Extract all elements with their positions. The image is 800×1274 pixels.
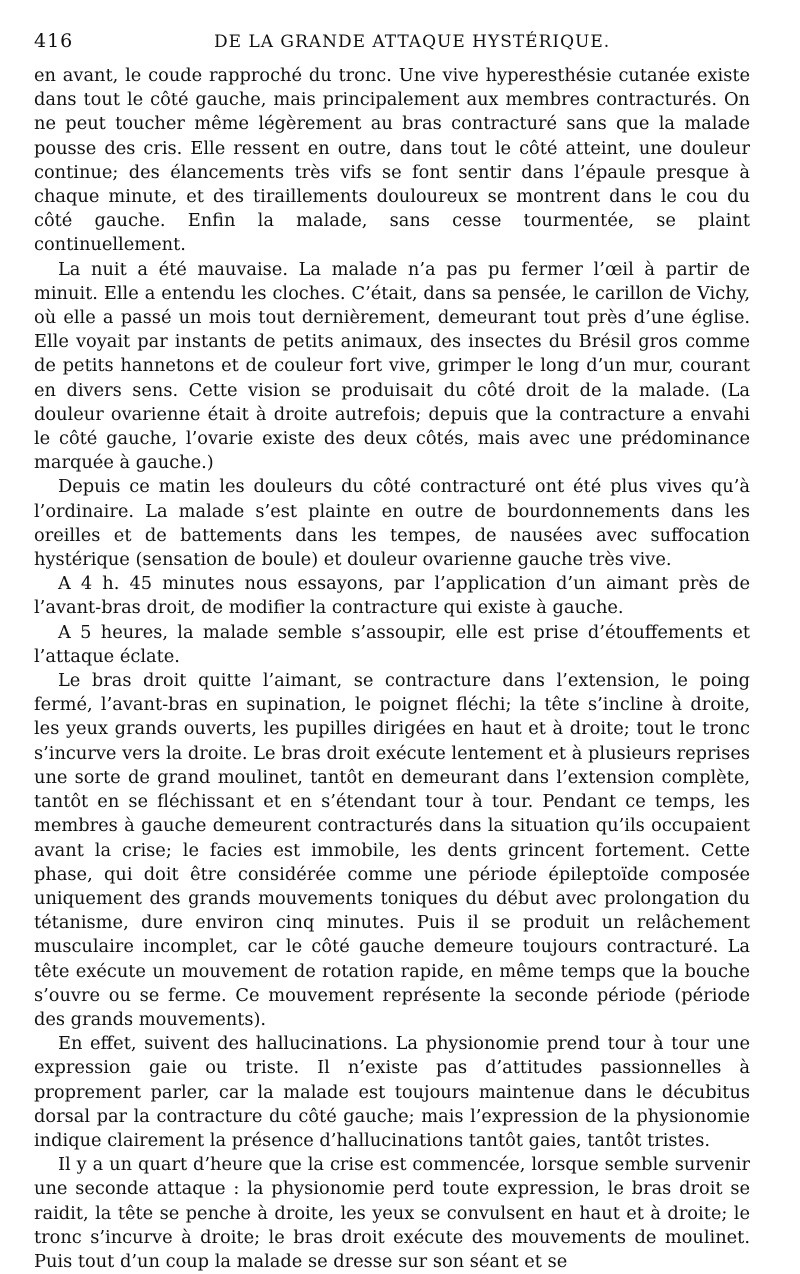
running-head-title: DE LA GRANDE ATTAQUE HYSTÉRIQUE. [214,32,611,52]
running-head [34,30,750,60]
paragraph: A 4 h. 45 minutes nous essayons, par l’application d’un aimant près de l’avant-bras droit, de modifier la contracture qui existe à gauche. [34,573,750,619]
paragraph: En effet, suivent des hallucinations. La physionomie prend tour à tour une expression gaie ou triste. Il n’existe pas d’attitudes passionnelles à proprement parler, car la malade est toujours maintenue dans le décubitus dorsal par la contracture du côté gauche; mais l’expression de la physionomie indique clairement la présence d’hallucinations tantôt gaies, tantôt tristes. [34,1033,750,1151]
paragraph: A 5 heures, la malade semble s’assoupir, elle est prise d’étouffements et l’attaque éclate. [34,621,750,667]
paragraph: Depuis ce matin les douleurs du côté contracturé ont été plus vives qu’à l’ordinaire. La malade s’est plainte en outre de bourdonnements dans les oreilles et de battements dans les tempes, de nausées avec suffocation hystérique (sensation de boule) et douleur ovarienne gauche très vive. [34,476,750,571]
page-number: 416 [34,30,74,52]
paragraph: Le bras droit quitte l’aimant, se contracture dans l’extension, le poing fermé, l’avant-bras en supination, le poignet fléchi; la tête s’incline à droite, les yeux grands ouverts, les pupilles dirigées en haut et à droite; tout le tronc s’incurve vers la droite. Le bras droit exécute lentement et à plusieurs reprises une sorte de grand moulinet, tantôt en demeurant dans l’extension complète, tantôt en se fléchissant et en s’étendant tour à tour. Pendant ce temps, les membres à gauche demeurent contracturés dans la situation qu’ils occupaient avant la crise; le facies est immobile, les dents grincent fortement. Cette phase, qui doit être considérée comme une période épileptoïde composée uniquement des grands mouvements toniques du début avec prolongation du tétanisme, dure environ cinq minutes. Puis il se produit un relâchement musculaire incomplet, car le côté gauche demeure toujours contracturé. La tête exécute un mouvement de rotation rapide, en même temps que la bouche s’ouvre ou se ferme. Ce mouvement représente la seconde période (période des grands mouvements). [34,670,750,1030]
paragraph: La nuit a été mauvaise. La malade n’a pas pu fermer l’œil à partir de minuit. Elle a entendu les cloches. C’était, dans sa pensée, le carillon de Vichy, où elle a passé un mois tout dernièrement, demeurant tout près d’une église. Elle voyait par instants de petits animaux, des insectes du Brésil gros comme de petits hannetons et de couleur fort vive, grimper le long d’un mur, courant en divers sens. Cette vision se produisait du côté droit de la malade. (La douleur ovarienne était à droite autrefois; depuis que la contracture a envahi le côté gauche, l’ovarie existe des deux côtés, mais avec une prédominance marquée à gauche.) [34,258,750,474]
paragraph-continued: en avant, le coude rapproché du tronc. Une vive hyperesthésie cutanée existe dans tout le côté gauche, mais principalement aux membres contracturés. On ne peut toucher même légèrement au bras contracturé sans que la malade pousse des cris. Elle ressent en outre, dans tout le côté atteint, une douleur continue; des élancements très vifs se font sentir dans l’épaule presque à chaque minute, et des tiraillements douloureux se montrent dans le cou du côté gauche. Enfin la malade, sans cesse tourmentée, se plaint continuellement. [34,65,750,256]
paragraph: Il y a un quart d’heure que la crise est commencée, lorsque semble survenir une seconde attaque : la physionomie perd toute expression, le bras droit se raidit, la tête se penche à droite, les yeux se convulsent en haut et à droite; le tronc s’incurve à droite; le bras droit exécute des mouvements de moulinet. Puis tout d’un coup la malade se dresse sur son séant et se [34,1154,750,1272]
body-text [34,64,750,1274]
